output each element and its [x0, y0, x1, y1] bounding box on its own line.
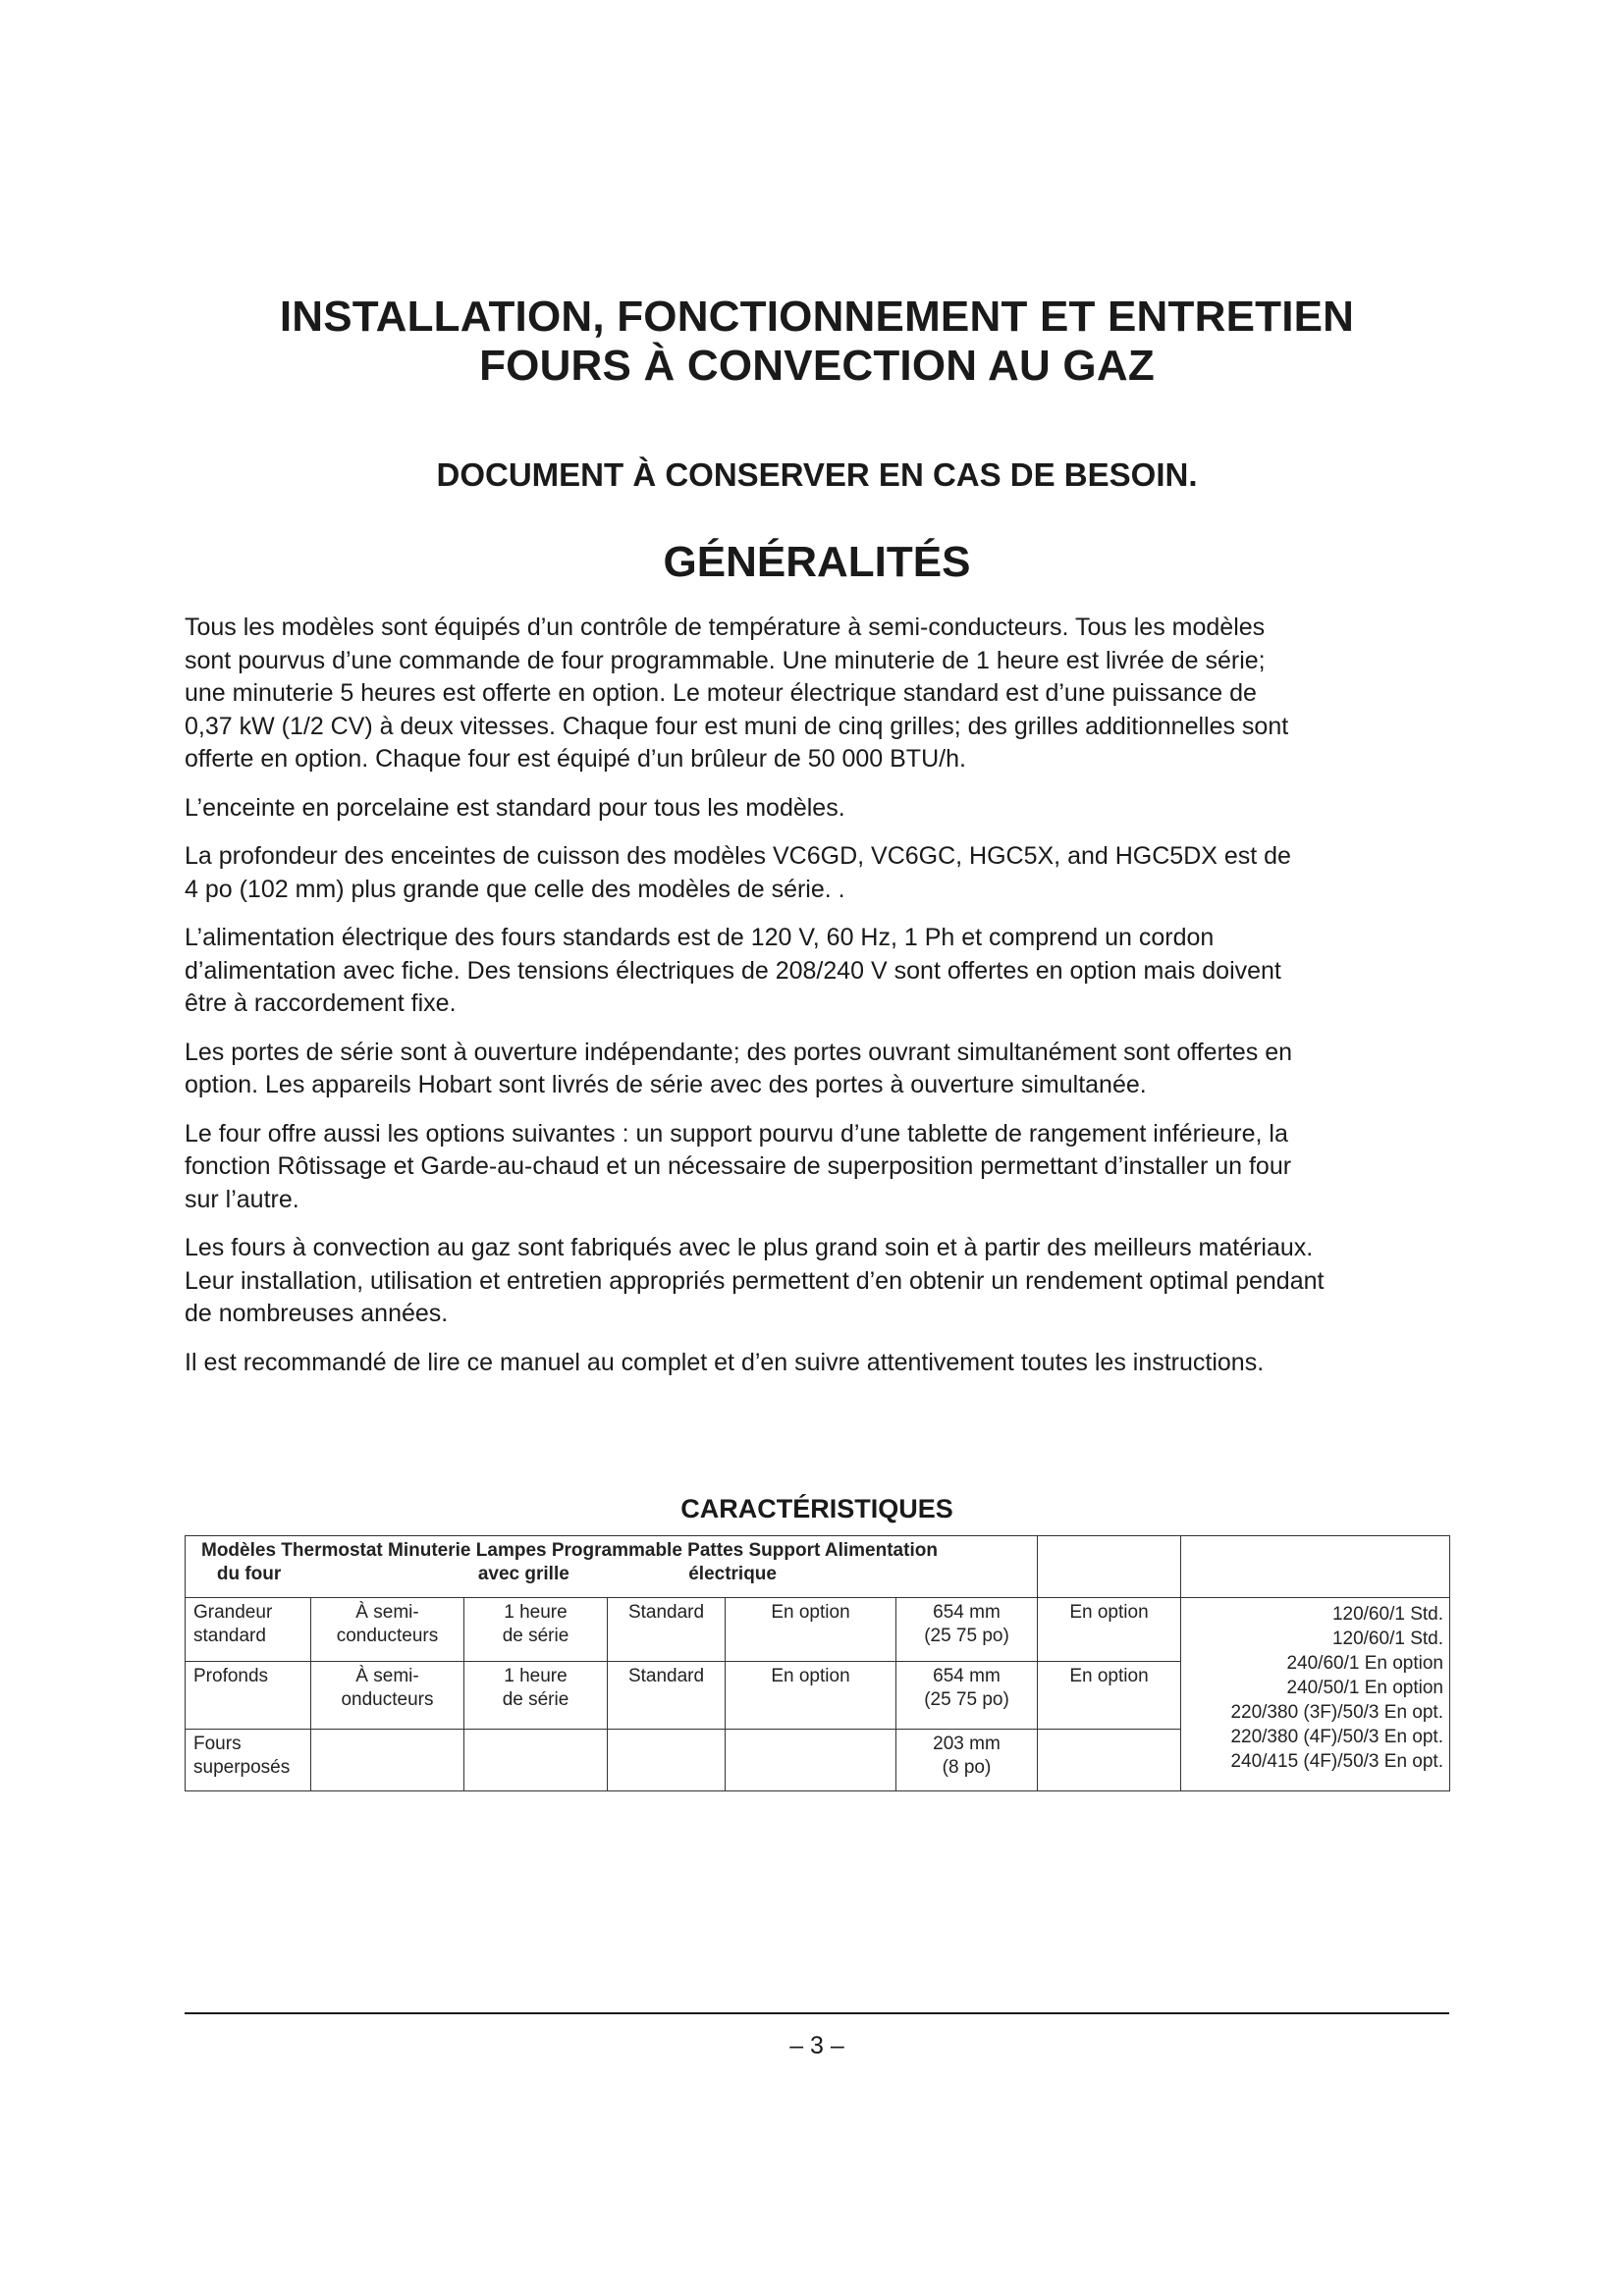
paragraph-power: L’alimentation électrique des fours standards est de 120 V, 60 Hz, 1 Ph et comprend un cordon d’alimentation avec fiche. Des tensions électriques de 208/240 V sont offertes en option mais doivent être à raccordement fixe.	[185, 924, 1281, 1017]
cell-thermostat: À semi- conducteurs	[311, 1598, 464, 1662]
footer-divider	[185, 2012, 1449, 2014]
cell-model: Grandeur standard	[186, 1598, 311, 1662]
cell-thermostat: À semi- onducteurs	[311, 1662, 464, 1730]
document-title-line1: INSTALLATION, FONCTIONNEMENT ET ENTRETIEN	[279, 293, 1355, 341]
cell-timer	[464, 1730, 608, 1791]
table-row	[186, 1598, 1450, 1662]
cell-stand: En option	[1038, 1662, 1181, 1730]
cell-programmable: En option	[726, 1598, 896, 1662]
cell-programmable: En option	[726, 1662, 896, 1730]
cell-legs: 654 mm (25 75 po)	[896, 1598, 1038, 1662]
paragraph-depth: La profondeur des enceintes de cuisson des modèles VC6GD, VC6GC, HGC5X, and HGC5DX est de 4 po (102 mm) plus grande que celle des modèles de série. .	[185, 842, 1291, 903]
paragraph-options: Le four offre aussi les options suivantes : un support pourvu d’une tablette de rangement inférieure, la fonction Rôtissage et Garde-au-chaud et un nécessaire de superposition permettant d’installer un four sur l’autre.	[185, 1119, 1292, 1213]
specs-header-row	[186, 1536, 1450, 1598]
general-text	[185, 612, 1461, 1395]
cell-legs: 654 mm (25 75 po)	[896, 1662, 1038, 1730]
cell-stand: En option	[1038, 1598, 1181, 1662]
keep-document-notice: DOCUMENT À CONSERVER EN CAS DE BESOIN.	[436, 456, 1198, 493]
cell-lamps: Standard	[608, 1598, 726, 1662]
paragraph-recommendation: Il est recommandé de lire ce manuel au complet et d’en suivre attentivement toutes les instructions.	[185, 1348, 1265, 1376]
specs-table-title: CARACTÉRISTIQUES	[680, 1494, 953, 1523]
cell-lamps	[608, 1730, 726, 1791]
page-number: – 3 –	[789, 2032, 844, 2059]
section-title: GÉNÉRALITÉS	[663, 538, 971, 586]
cell-thermostat	[311, 1730, 464, 1791]
cell-lamps: Standard	[608, 1662, 726, 1730]
document-page	[185, 0, 1449, 2296]
specs-header-cell: Modèles Thermostat Minuterie Lampes Programmable Pattes Support Alimentation du four avec grille électrique	[186, 1536, 1038, 1598]
specs-header-cell-blank-2	[1181, 1536, 1450, 1598]
paragraph-quality: Les fours à convection au gaz sont fabriqués avec le plus grand soin et à partir des meilleurs matériaux. Leur installation, utilisation et entretien appropriés permettent d’en obtenir un rendement optimal pendant de nombreuses années.	[185, 1234, 1325, 1327]
cell-model: Fours superposés	[186, 1730, 311, 1791]
paragraph-doors: Les portes de série sont à ouverture indépendante; des portes ouvrant simultanément sont offertes en option. Les appareils Hobart sont livrés de série avec des portes à ouverture simultanée.	[185, 1038, 1293, 1098]
paragraph-porcelain: L’enceinte en porcelaine est standard pour tous les modèles.	[185, 793, 845, 822]
specs-table	[185, 1535, 1450, 1791]
specs-header-cell-blank-1	[1038, 1536, 1181, 1598]
document-title-line2: FOURS À CONVECTION AU GAZ	[479, 342, 1155, 390]
cell-timer: 1 heure de série	[464, 1598, 608, 1662]
cell-model: Profonds	[186, 1662, 311, 1730]
paragraph-controls: Tous les modèles sont équipés d’un contrôle de température à semi-conducteurs. Tous les modèles sont pourvus d’une commande de four programmable. Une minuterie de 1 heure est livrée de série; une minuterie 5 heures est offerte en option. Le moteur électrique standard est d’une puissance de 0,37 kW (1/2 CV) à deux vitesses. Chaque four est muni de cinq grilles; des grilles additionnelles sont offerte en option. Chaque four est équipé d’un brûleur de 50 000 BTU/h.	[185, 614, 1289, 773]
cell-timer: 1 heure de série	[464, 1662, 608, 1730]
cell-legs: 203 mm (8 po)	[896, 1730, 1038, 1791]
cell-power-options: 120/60/1 Std. 120/60/1 Std. 240/60/1 En option 240/50/1 En option 220/380 (3F)/50/3 En opt. 220/380 (4F)/50/3 En opt. 240/415 (4F)/50/3 En opt.	[1181, 1598, 1450, 1791]
cell-programmable	[726, 1730, 896, 1791]
cell-stand	[1038, 1730, 1181, 1791]
